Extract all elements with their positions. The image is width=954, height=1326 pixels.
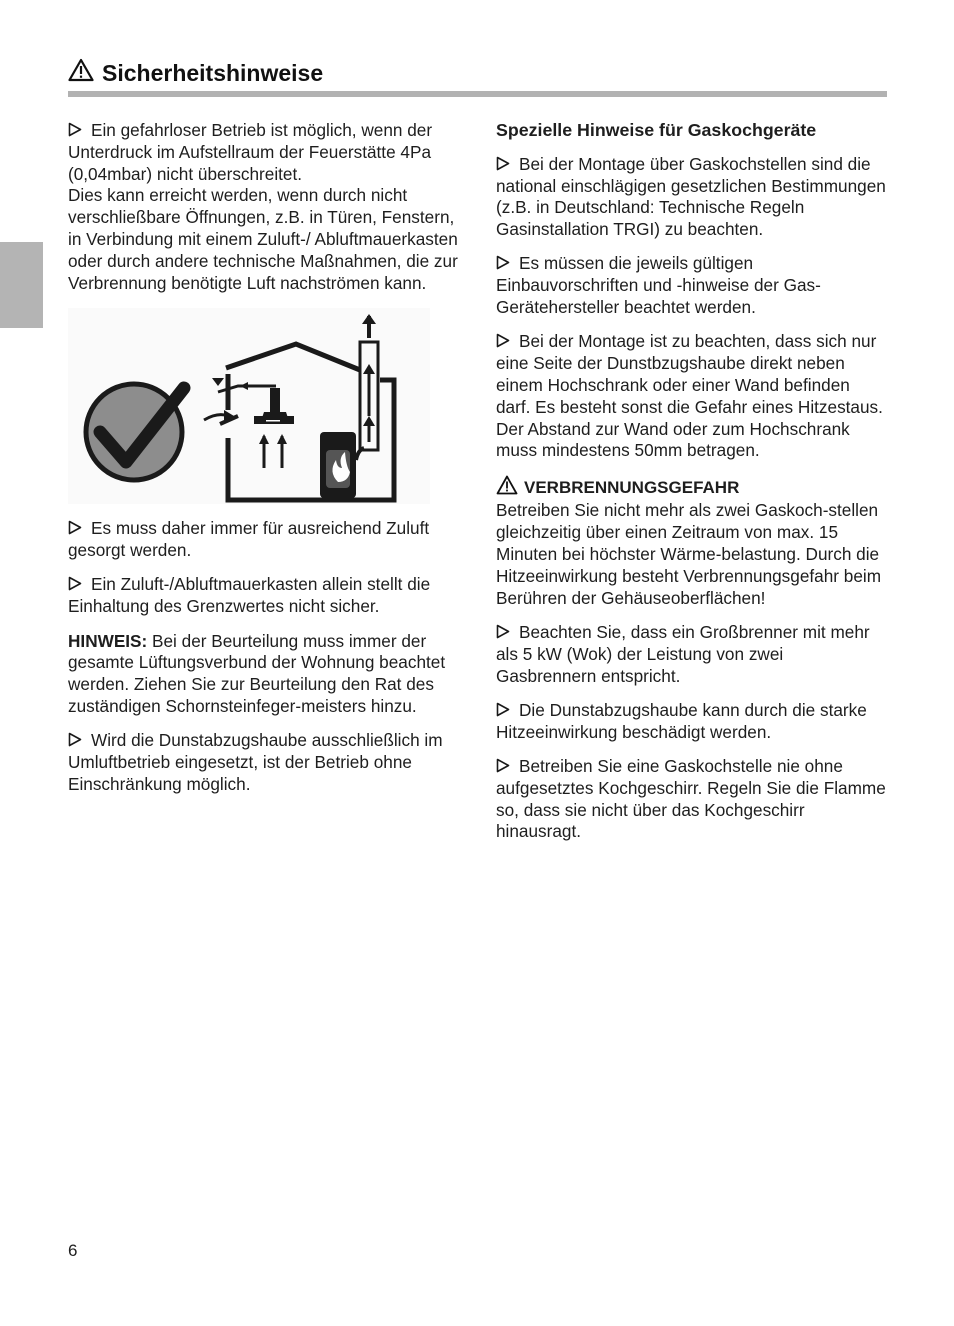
triangle-bullet-icon (496, 702, 510, 717)
stove (320, 432, 356, 498)
paragraph-operation-condition: Ein gefahrloser Betrieb ist möglich, wenn der Unterdruck im Aufstellraum der Feuerstätte 4Pa (0,04mbar) nicht überschreitet. (68, 120, 433, 184)
paragraph-openings: Dies kann erreicht werden, wenn durch nicht verschließbare Öffnungen, z.B. in Türen, Fenstern, in Verbindung mit einem Zuluft-/ Abluftmauerkasten oder durch andere technische Maßnahmen, die zur Verbrennung benötigte Luft nachströmen kann. (68, 185, 458, 293)
paragraph-hinweis (68, 631, 462, 718)
burn-warning-heading (496, 475, 888, 501)
header-divider (68, 91, 887, 97)
paragraph-gas-regulations: Bei der Montage über Gaskochstellen sind die national einschlägigen gesetzlichen Bestimmungen (z.B. in Deutschland: Technische Regeln Gasinstallation TRGI) zu beachten. (496, 153, 886, 240)
page-title (68, 56, 887, 90)
hinweis-label: HINWEIS: (68, 630, 148, 651)
paragraph-clearance: Bei der Montage ist zu beachten, dass sich nur eine Seite der Dunstbzugshaube direkt neben einem Hochschrank oder einer Wand befinden darf. Es besteht sonst die Gefahr eines Hitzestaus. Der Abstand zur Wand oder zum Hochschrank muss mindestens 50mm betragen. (496, 331, 883, 461)
triangle-bullet-icon (496, 333, 510, 348)
warning-triangle-icon (68, 58, 94, 88)
ventilation-illustration (68, 308, 430, 504)
triangle-bullet-icon (68, 122, 82, 137)
warning-triangle-icon (496, 475, 518, 501)
triangle-bullet-icon (68, 576, 82, 591)
paragraph-installation-rules: Es müssen die jeweils gültigen Einbauvorschriften und -hinweise der Gas-Gerätehersteller beachtet werden. (496, 253, 821, 318)
page-title-text: Sicherheitshinweise (102, 59, 324, 86)
paragraph-sufficient-supply-air: Es muss daher immer für ausreichend Zuluft gesorgt werden. (68, 518, 430, 561)
paragraph-wok-burner: Beachten Sie, dass ein Großbrenner mit mehr als 5 kW (Wok) der Leistung von zwei Gasbrennern entspricht. (496, 621, 870, 686)
triangle-bullet-icon (496, 624, 510, 639)
right-column (496, 120, 888, 856)
gas-section-heading: Spezielle Hinweise für Gaskochgeräte (496, 120, 817, 140)
triangle-bullet-icon (496, 156, 510, 171)
triangle-bullet-icon (68, 520, 82, 535)
section-header (68, 56, 887, 90)
triangle-bullet-icon (68, 732, 82, 747)
hinweis-text: Bei der Beurteilung muss immer der gesamte Lüftungsverbund der Wohnung beachtet werden. Ziehen Sie zur Beurteilung den Rat des zuständigen Schornsteinfeger-meisters hinzu. (68, 630, 446, 716)
paragraph-wall-box: Ein Zuluft-/Abluftmauerkasten allein stellt die Einhaltung des Grenzwertes nicht sicher. (68, 574, 431, 617)
paragraph-recirculation: Wird die Dunstabzugshaube ausschließlich im Umluftbetrieb eingesetzt, ist der Betrieb ohne Einschränkung möglich. (68, 730, 443, 794)
triangle-bullet-icon (496, 255, 510, 270)
checkmark-icon (86, 384, 184, 480)
burn-warning-title: VERBRENNUNGSGEFAHR (524, 477, 740, 497)
triangle-bullet-icon (496, 758, 510, 773)
left-column (68, 120, 462, 808)
paragraph-cookware: Betreiben Sie eine Gaskochstelle nie ohne aufgesetztes Kochgeschirr. Regeln Sie die Flamme so, dass sie nicht über das Kochgeschirr hinausragt. (496, 755, 886, 842)
page-number: 6 (68, 1241, 78, 1260)
paragraph-heat-damage: Die Dunstabzugshaube kann durch die starke Hitzeeinwirkung beschädigt werden. (496, 699, 867, 742)
paragraph-burn-warning: Betreiben Sie nicht mehr als zwei Gaskoch-stellen gleichzeitig über einen Zeitraum von max. 15 Minuten bei höchster Wärme-belastung. Durch die Hitzeeinwirkung besteht Verbrennungsgefahr beim Berühren der Gehäuseoberflächen! (496, 500, 882, 608)
side-tab-marker (0, 242, 43, 328)
